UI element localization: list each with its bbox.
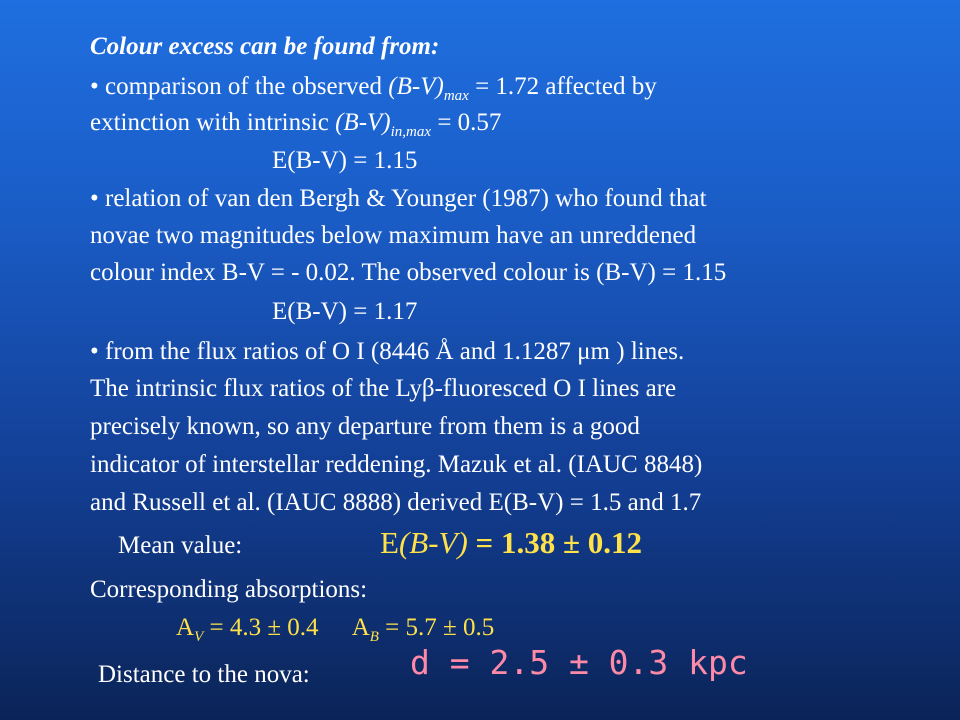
mean-e: E [380,525,399,560]
av-sub: V [194,629,204,645]
mean-value-row [118,525,642,561]
mean-value: = 1.38 ± 0.12 [467,525,642,560]
absorptions-label: Corresponding absorptions: [90,576,368,603]
item2-result: E(B-V) = 1.17 [272,298,418,325]
item1-text-c: extinction with intrinsic [90,109,336,136]
item2-line2: novae two magnitudes below maximum have an unreddened [90,222,697,249]
item1-sub-inmax: in,max [390,124,432,140]
mean-bv: (B-V) [398,525,468,560]
bullet: • [90,73,99,100]
av-value: = 4.3 ± 0.4 [203,614,319,641]
item2-line3: colour index B-V = - 0.02. The observed colour is (B-V) = 1.15 [90,259,727,286]
item1-result: E(B-V) = 1.15 [272,147,418,174]
ab-sub: B [369,629,379,645]
mean-label: Mean value: [118,532,243,559]
bullet: • [90,338,99,365]
item3-line4: indicator of interstellar reddening. Mazuk et al. (IAUC 8848) [90,451,703,478]
ab-value: = 5.7 ± 0.5 [378,614,495,641]
distance-value: d = 2.5 ± 0.3 kpc [410,643,748,682]
item1-text-d: = 0.57 [431,109,502,136]
distance-row [98,643,748,690]
item1-line2 [90,108,501,138]
item3-text-1: from the flux ratios of O I (8446 Å and 1.1287 μm ) lines. [98,338,685,365]
heading: Colour excess can be found from: [90,33,440,60]
distance-label: Distance to the nova: [98,661,310,688]
item1-text-a: comparison of the observed [98,73,389,100]
item2-line1 [90,184,707,214]
item3-line2: The intrinsic flux ratios of the Lyβ-fluoresced O I lines are [90,375,677,402]
av-symbol: A [176,614,195,641]
item1-bv2: (B-V) [335,109,391,136]
item2-text-1: relation of van den Bergh & Younger (1987) who found that [98,185,707,212]
item1-line1 [90,72,657,102]
item3-line5: and Russell et al. (IAUC 8888) derived E(B-V) = 1.5 and 1.7 [90,489,702,516]
item3-line1 [90,337,684,367]
item1-bv: (B-V) [388,73,444,100]
item3-line3: precisely known, so any departure from them is a good [90,413,640,440]
ab-symbol: A [351,614,370,641]
item1-sub-max: max [443,88,469,104]
absorptions-values [176,613,494,643]
mean-result [380,525,642,560]
item1-text-b: = 1.72 affected by [468,73,657,100]
bullet: • [90,185,99,212]
